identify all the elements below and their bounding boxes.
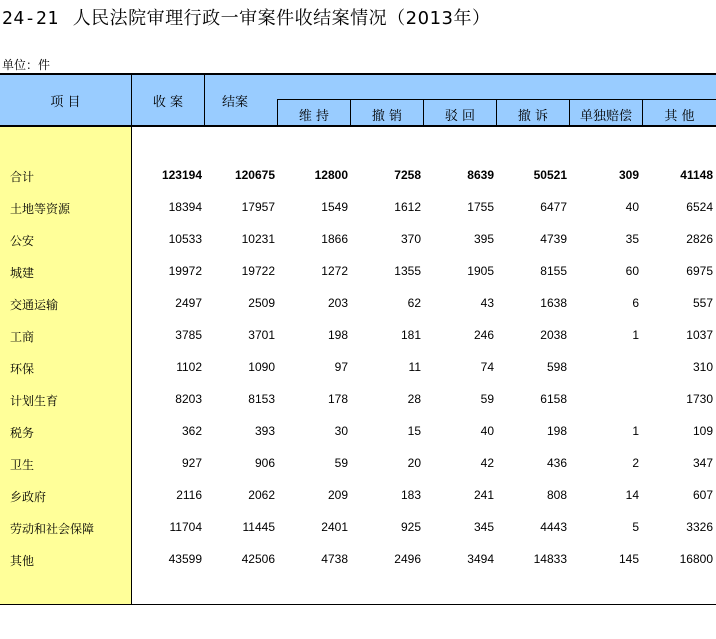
cell-value: 109 xyxy=(692,424,713,438)
row-label: 交通运输 xyxy=(10,298,59,312)
cell-value: 198 xyxy=(546,424,567,438)
table-row xyxy=(0,262,716,282)
cell-value: 28 xyxy=(407,392,421,406)
cell-value: 8153 xyxy=(248,392,275,406)
cell-value: 246 xyxy=(473,328,494,342)
cell-value: 1 xyxy=(632,328,639,342)
table-row xyxy=(0,518,716,538)
cell-value: 20 xyxy=(407,456,421,470)
cell-value: 1866 xyxy=(321,232,348,246)
cell-value: 808 xyxy=(546,488,567,502)
cell-value: 1905 xyxy=(467,264,494,278)
cell-value: 14 xyxy=(625,488,639,502)
cell-value: 12800 xyxy=(314,168,348,182)
cell-value: 5 xyxy=(632,520,639,534)
table-row xyxy=(0,422,716,442)
bottom-border xyxy=(0,604,716,605)
cell-value: 19722 xyxy=(241,264,275,278)
cell-value: 607 xyxy=(692,488,713,502)
cell-value: 123194 xyxy=(161,168,202,182)
cell-value: 3701 xyxy=(248,328,275,342)
cell-value: 50521 xyxy=(533,168,567,182)
cell-value: 42 xyxy=(480,456,494,470)
header-closed: 结案 xyxy=(222,95,249,110)
cell-value: 6158 xyxy=(540,392,567,406)
cell-value: 41148 xyxy=(680,168,713,182)
cell-value: 345 xyxy=(473,520,494,534)
cell-value: 18394 xyxy=(168,200,202,214)
cell-value: 40 xyxy=(625,200,639,214)
cell-value: 198 xyxy=(327,328,348,342)
cell-value: 8639 xyxy=(467,168,494,182)
statistics-table xyxy=(0,73,716,605)
row-label: 其他 xyxy=(10,554,35,568)
cell-value: 10231 xyxy=(241,232,275,246)
cell-value: 393 xyxy=(254,424,275,438)
cell-value: 927 xyxy=(181,456,202,470)
cell-value: 6975 xyxy=(686,264,713,278)
cell-value: 3494 xyxy=(467,552,494,566)
cell-value: 1612 xyxy=(394,200,421,214)
row-label: 土地等资源 xyxy=(10,202,71,216)
cell-value: 2401 xyxy=(321,520,348,534)
row-label: 劳动和社会保障 xyxy=(10,522,95,536)
cell-value: 2826 xyxy=(686,232,713,246)
cell-value: 598 xyxy=(546,360,567,374)
cell-value: 181 xyxy=(400,328,421,342)
cell-value: 15 xyxy=(407,424,421,438)
cell-value: 8155 xyxy=(540,264,567,278)
header-sub-1: 撤 销 xyxy=(371,109,403,124)
cell-value: 1549 xyxy=(321,200,348,214)
cell-value: 309 xyxy=(618,168,639,182)
cell-value: 6477 xyxy=(540,200,567,214)
unit-label: 单位：件 xyxy=(2,58,51,72)
table-row xyxy=(0,486,716,506)
cell-value: 347 xyxy=(692,456,713,470)
page-title xyxy=(2,4,491,30)
cell-value: 16800 xyxy=(679,552,713,566)
table-row xyxy=(0,326,716,346)
cell-value: 4739 xyxy=(540,232,567,246)
cell-value: 43 xyxy=(480,296,494,310)
table-code: 24-21 xyxy=(2,8,59,29)
table-row xyxy=(0,294,716,314)
cell-value: 1272 xyxy=(321,264,348,278)
table-row xyxy=(0,358,716,378)
table-row xyxy=(0,550,716,570)
cell-value: 1730 xyxy=(686,392,713,406)
row-label: 城建 xyxy=(10,266,35,280)
cell-value: 310 xyxy=(692,360,713,374)
table-row xyxy=(0,230,716,250)
cell-value: 1 xyxy=(632,424,639,438)
cell-value: 62 xyxy=(407,296,421,310)
cell-value: 11445 xyxy=(242,520,275,534)
cell-value: 436 xyxy=(546,456,567,470)
top-border xyxy=(0,73,716,75)
cell-value: 74 xyxy=(480,360,494,374)
cell-value: 40 xyxy=(480,424,494,438)
header-sub-2: 驳 回 xyxy=(444,109,476,124)
cell-value: 1102 xyxy=(176,360,202,374)
header-sub-3: 撤 诉 xyxy=(517,109,549,124)
total-row xyxy=(0,166,716,186)
cell-value: 4443 xyxy=(540,520,567,534)
cell-value: 2497 xyxy=(175,296,202,310)
cell-value: 59 xyxy=(334,456,348,470)
cell-value: 1090 xyxy=(248,360,275,374)
header-sub-5: 其 他 xyxy=(664,109,695,124)
header-received: 收 案 xyxy=(152,95,184,110)
cell-value: 3785 xyxy=(175,328,202,342)
cell-value: 1037 xyxy=(686,328,713,342)
cell-value: 8203 xyxy=(175,392,202,406)
cell-value: 120675 xyxy=(234,168,275,182)
row-label: 税务 xyxy=(10,426,35,440)
cell-value: 183 xyxy=(400,488,421,502)
header-sub-4: 单独赔偿 xyxy=(579,109,632,124)
cell-value: 7258 xyxy=(394,168,421,182)
header-sub-0: 维 持 xyxy=(298,109,330,124)
cell-value: 370 xyxy=(400,232,421,246)
cell-value: 2509 xyxy=(248,296,275,310)
header-bottom-border xyxy=(0,125,716,127)
cell-value: 906 xyxy=(254,456,275,470)
cell-value: 59 xyxy=(480,392,494,406)
cell-value: 395 xyxy=(473,232,494,246)
cell-value: 1355 xyxy=(394,264,421,278)
cell-value: 2 xyxy=(632,456,639,470)
cell-value: 6524 xyxy=(686,200,713,214)
cell-value: 14833 xyxy=(533,552,567,566)
row-label: 卫生 xyxy=(10,458,35,472)
row-label: 工商 xyxy=(10,330,35,344)
table-row xyxy=(0,390,716,410)
row-label: 合计 xyxy=(10,170,35,184)
cell-value: 30 xyxy=(334,424,348,438)
cell-value: 362 xyxy=(181,424,202,438)
cell-value: 17957 xyxy=(241,200,275,214)
table-row xyxy=(0,198,716,218)
cell-value: 2116 xyxy=(176,488,202,502)
cell-value: 19972 xyxy=(168,264,202,278)
cell-value: 10533 xyxy=(168,232,202,246)
cell-value: 178 xyxy=(327,392,348,406)
cell-value: 1755 xyxy=(467,200,494,214)
cell-value: 6 xyxy=(632,296,639,310)
cell-value: 145 xyxy=(618,552,639,566)
row-label: 计划生育 xyxy=(10,394,59,408)
cell-value: 925 xyxy=(400,520,421,534)
row-label: 乡政府 xyxy=(10,490,47,504)
cell-value: 11 xyxy=(408,360,421,374)
cell-value: 2496 xyxy=(394,552,421,566)
cell-value: 557 xyxy=(692,296,713,310)
cell-value: 35 xyxy=(625,232,639,246)
cell-value: 2062 xyxy=(248,488,275,502)
cell-value: 11704 xyxy=(169,520,202,534)
table-title: 人民法院审理行政一审案件收结案情况（2013年） xyxy=(72,8,491,29)
cell-value: 43599 xyxy=(168,552,202,566)
header-divider xyxy=(204,73,205,125)
cell-value: 60 xyxy=(625,264,639,278)
header-item: 项 目 xyxy=(50,95,81,110)
cell-value: 42506 xyxy=(241,552,275,566)
cell-value: 3326 xyxy=(686,520,713,534)
cell-value: 203 xyxy=(327,296,348,310)
cell-value: 4738 xyxy=(321,552,348,566)
cell-value: 2038 xyxy=(540,328,567,342)
cell-value: 1638 xyxy=(540,296,567,310)
table-row xyxy=(0,454,716,474)
cell-value: 209 xyxy=(327,488,348,502)
row-label: 环保 xyxy=(10,362,35,376)
row-label: 公安 xyxy=(10,234,35,248)
cell-value: 241 xyxy=(473,488,494,502)
cell-value: 97 xyxy=(334,360,348,374)
